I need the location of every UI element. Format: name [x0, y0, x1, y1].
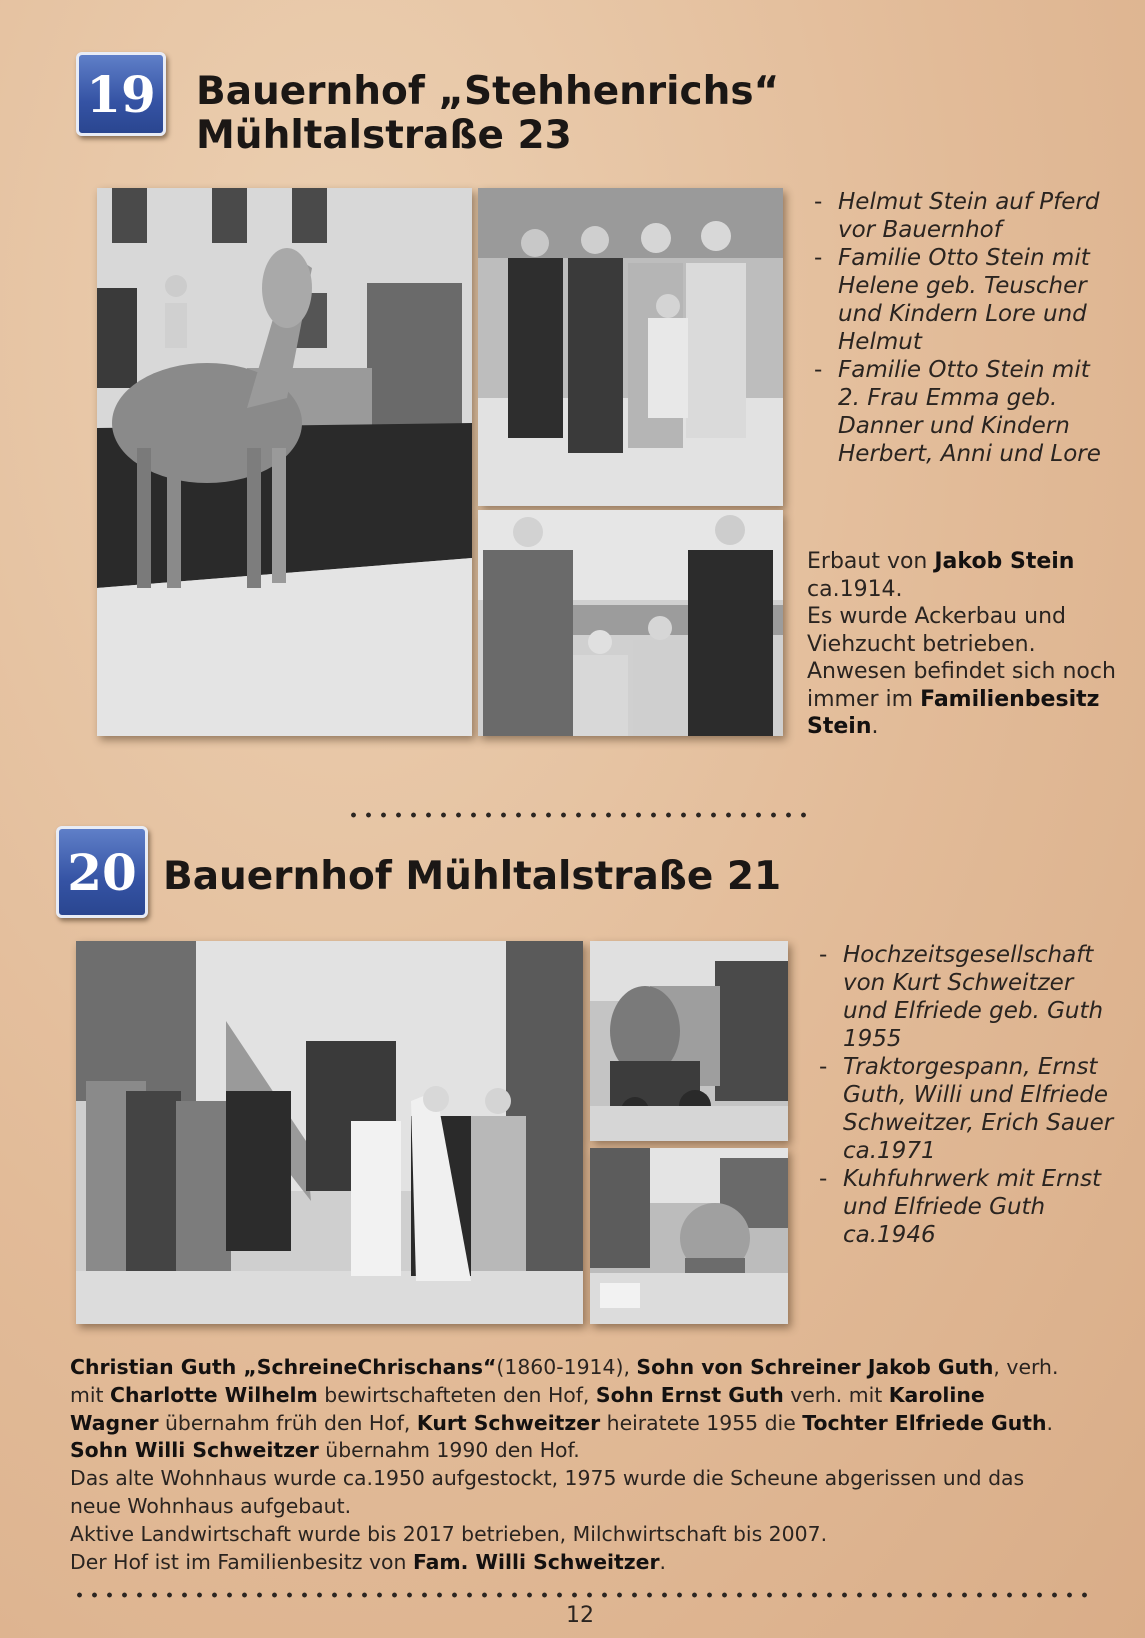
photo-family-otto-stein-emma — [478, 510, 783, 736]
section-number-badge-19: 19 — [76, 52, 166, 136]
desc-built-by: Erbaut von Jakob Stein ca.1914. — [807, 549, 1075, 602]
title-line-2: Mühltalstraße 23 — [196, 112, 572, 158]
photo-boy-on-horse — [97, 188, 472, 736]
history-paragraph-4: Der Hof ist im Familienbesitz von Fam. Willi Schweitzer. — [70, 1549, 667, 1574]
caption-item: - Traktorgespann, Ernst Guth, Willi und Elfriede Schweitzer, Erich Sauer ca.1971 — [815, 1053, 1115, 1165]
dotted-divider-bottom — [72, 1592, 1092, 1598]
section-title-20: Bauernhof Mühltalstraße 21 — [163, 854, 782, 899]
captions-section-19 — [810, 188, 1110, 468]
photo-cow-cart — [590, 1148, 788, 1324]
page-number: 12 — [566, 1603, 594, 1628]
history-paragraph-2: Das alte Wohnhaus wurde ca.1950 aufgestockt, 1975 wurde die Scheune abgerissen und das neue Wohnhaus aufgebaut. — [70, 1466, 1025, 1518]
photo-tractor-team — [590, 941, 788, 1141]
description-section-19 — [807, 548, 1127, 741]
photo-wedding-party — [76, 941, 583, 1324]
title-line-1: Bauernhof „Stehhenrichs“ — [196, 69, 780, 114]
history-paragraph-1: Christian Guth „SchreineChrischans“(1860-1914), Sohn von Schreiner Jakob Guth, verh. mit Charlotte Wilhelm bewirtschafteten den Hof, Sohn Ernst Guth verh. mit Karoline Wagner übernahm früh den Hof, Kurt Schweitzer heiratete 1955 die Tochter Elfriede Guth. Sohn Willi Schweitzer übernahm 1990 den Hof. — [70, 1355, 1059, 1463]
section-number-badge-20: 20 — [56, 826, 148, 918]
dotted-divider — [346, 812, 816, 818]
history-paragraph-3: Aktive Landwirtschaft wurde bis 2017 betrieben, Milchwirtschaft bis 2007. — [70, 1521, 828, 1546]
caption-item: - Familie Otto Stein mit 2. Frau Emma geb. Danner und Kindern Herbert, Anni und Lore — [810, 356, 1110, 468]
desc-ownership: Anwesen befindet sich noch immer im Familienbesitz Stein. — [807, 659, 1116, 739]
photo-family-otto-stein-helene — [478, 188, 783, 506]
history-text-section-20 — [70, 1354, 1080, 1576]
captions-section-20 — [815, 941, 1115, 1249]
caption-item: - Familie Otto Stein mit Helene geb. Teuscher und Kindern Lore und Helmut — [810, 244, 1110, 356]
caption-item: - Helmut Stein auf Pferd vor Bauernhof — [810, 188, 1110, 244]
caption-item: - Kuhfuhrwerk mit Ernst und Elfriede Guth ca.1946 — [815, 1165, 1115, 1249]
section-title-19 — [196, 70, 779, 157]
caption-item: - Hochzeitsgesellschaft von Kurt Schweitzer und Elfriede geb. Guth 1955 — [815, 941, 1115, 1053]
desc-farming: Es wurde Ackerbau und Viehzucht betrieben. — [807, 604, 1066, 657]
